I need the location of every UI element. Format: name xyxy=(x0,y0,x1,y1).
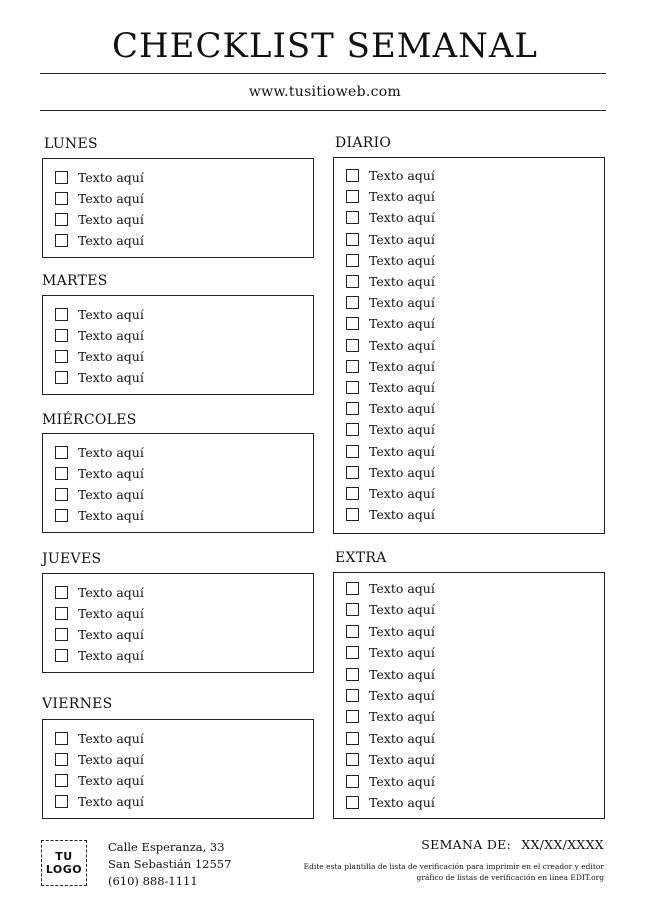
checklist-item[interactable] xyxy=(334,419,435,440)
checkbox[interactable] xyxy=(346,169,359,182)
checklist-item[interactable] xyxy=(334,441,435,462)
checkbox[interactable] xyxy=(346,360,359,373)
logo-placeholder xyxy=(41,840,87,886)
checkbox[interactable] xyxy=(55,732,68,745)
checkbox[interactable] xyxy=(55,649,68,662)
checklist-item-text: Texto aquí xyxy=(78,307,144,322)
checkbox[interactable] xyxy=(346,466,359,479)
checklist-item[interactable] xyxy=(334,728,435,749)
checklist-item[interactable] xyxy=(334,356,435,377)
checkbox[interactable] xyxy=(346,775,359,788)
checkbox[interactable] xyxy=(55,329,68,342)
checklist-item-text: Texto aquí xyxy=(369,380,435,395)
checklist-box-viernes xyxy=(42,719,314,819)
checklist-box-martes xyxy=(42,295,314,395)
checkbox[interactable] xyxy=(55,753,68,766)
checklist-item[interactable] xyxy=(43,209,144,230)
checkbox[interactable] xyxy=(55,371,68,384)
checklist-item-text: Texto aquí xyxy=(369,752,435,768)
checklist-item[interactable] xyxy=(43,304,144,325)
checklist-item[interactable] xyxy=(334,462,435,483)
section-label-diario: DIARIO xyxy=(335,135,392,151)
logo-line2: LOGO xyxy=(45,863,83,876)
checklist-item-text: Texto aquí xyxy=(78,233,144,248)
checklist-item[interactable] xyxy=(334,578,435,599)
checklist-item-text: Texto aquí xyxy=(78,170,144,185)
checkbox[interactable] xyxy=(55,234,68,247)
footer-note xyxy=(274,861,604,883)
checklist-item-text: Texto aquí xyxy=(78,445,144,460)
checklist-item-text: Texto aquí xyxy=(369,337,435,353)
checklist-item-text: Texto aquí xyxy=(78,773,144,788)
checkbox[interactable] xyxy=(346,254,359,267)
checklist-item-text: Texto aquí xyxy=(78,370,144,385)
checklist-item-text: Texto aquí xyxy=(78,752,144,767)
section-label-extra: EXTRA xyxy=(335,550,387,566)
page-title: CHECKLIST SEMANAL xyxy=(111,26,539,66)
checklist-item[interactable] xyxy=(334,706,435,727)
checklist-item[interactable] xyxy=(43,791,144,812)
checklist-item[interactable] xyxy=(334,685,435,706)
checklist-item[interactable] xyxy=(334,483,435,504)
checklist-item-text: Texto aquí xyxy=(369,252,435,268)
address-line2: San Sebastián 12557 xyxy=(108,857,232,871)
checklist-item[interactable] xyxy=(334,792,435,813)
checklist-item-text: Texto aquí xyxy=(78,627,144,642)
checklist-item-text: Texto aquí xyxy=(369,795,435,810)
checklist-item[interactable] xyxy=(334,664,435,685)
checklist-item[interactable] xyxy=(334,749,435,770)
section-label-viernes: VIERNES xyxy=(42,696,113,712)
checklist-item[interactable] xyxy=(334,165,435,186)
checklist-item[interactable] xyxy=(43,484,144,505)
checklist-item[interactable] xyxy=(334,292,435,313)
checklist-item-text: Texto aquí xyxy=(369,464,435,480)
checklist-item-text: Texto aquí xyxy=(369,623,435,639)
checklist-item[interactable] xyxy=(334,335,435,356)
checklist-item[interactable] xyxy=(334,229,435,250)
checkbox[interactable] xyxy=(55,586,68,599)
checklist-item-text: Texto aquí xyxy=(369,645,435,661)
checkbox[interactable] xyxy=(346,423,359,436)
checkbox[interactable] xyxy=(55,308,68,321)
checklist-item-text: Texto aquí xyxy=(78,585,144,600)
checklist-item[interactable] xyxy=(43,230,144,251)
checklist-item[interactable] xyxy=(334,271,435,292)
checklist-item[interactable] xyxy=(334,621,435,642)
checklist-box-extra xyxy=(333,572,605,819)
checkbox[interactable] xyxy=(55,607,68,620)
checklist-item[interactable] xyxy=(43,603,144,624)
checkbox[interactable] xyxy=(346,233,359,246)
checklist-box-diario xyxy=(333,157,605,534)
checklist-item-text: Texto aquí xyxy=(369,443,435,459)
checklist-item-text: Texto aquí xyxy=(369,295,435,311)
checklist-item-text: Texto aquí xyxy=(369,422,435,438)
website-text: www.tusitioweb.com xyxy=(248,84,402,100)
checklist-item-text: Texto aquí xyxy=(369,688,435,703)
checkbox[interactable] xyxy=(55,467,68,480)
checklist-item[interactable] xyxy=(334,186,435,207)
checkbox[interactable] xyxy=(346,445,359,458)
checklist-item[interactable] xyxy=(334,642,435,663)
checklist-item-text: Texto aquí xyxy=(78,731,144,746)
checklist-item[interactable] xyxy=(43,167,144,188)
footer-note-line2: gráfico de listas de verificación en línea EDIT.org xyxy=(416,873,604,882)
checkbox[interactable] xyxy=(346,296,359,309)
checklist-item-text: Texto aquí xyxy=(369,486,435,501)
checkbox[interactable] xyxy=(55,171,68,184)
checkbox[interactable] xyxy=(346,487,359,500)
checkbox[interactable] xyxy=(346,508,359,521)
checkbox[interactable] xyxy=(346,646,359,659)
checklist-item[interactable] xyxy=(334,398,435,419)
checklist-item[interactable] xyxy=(43,645,144,666)
section-label-miercoles: MIÉRCOLES xyxy=(42,412,137,428)
checklist-item[interactable] xyxy=(334,313,435,334)
checkbox[interactable] xyxy=(346,582,359,595)
checklist-item[interactable] xyxy=(43,346,144,367)
phone-number: (610) 888-1111 xyxy=(108,874,198,888)
checkbox[interactable] xyxy=(55,774,68,787)
checkbox[interactable] xyxy=(346,211,359,224)
logo-line1: TU xyxy=(55,850,73,863)
checklist-item[interactable] xyxy=(43,728,144,749)
checklist-item[interactable] xyxy=(43,749,144,770)
checklist-item[interactable] xyxy=(334,377,435,398)
checklist-item-text: Texto aquí xyxy=(369,709,435,725)
checkbox[interactable] xyxy=(346,625,359,638)
checklist-item[interactable] xyxy=(334,771,435,792)
checkbox[interactable] xyxy=(346,689,359,702)
checkbox[interactable] xyxy=(346,603,359,616)
checklist-item[interactable] xyxy=(43,463,144,484)
checklist-item-text: Texto aquí xyxy=(78,466,144,481)
checklist-item[interactable] xyxy=(43,325,144,346)
checkbox[interactable] xyxy=(346,710,359,723)
checklist-item-text: Texto aquí xyxy=(369,581,435,596)
checkbox[interactable] xyxy=(346,317,359,330)
checklist-item-text: Texto aquí xyxy=(78,212,144,227)
checklist-item-text: Texto aquí xyxy=(369,401,435,417)
checklist-item[interactable] xyxy=(43,188,144,209)
footer-note-line1: Edite esta plantilla de lista de verificación para imprimir en el creador y editor xyxy=(303,862,604,871)
checklist-item-text: Texto aquí xyxy=(369,666,435,682)
checkbox[interactable] xyxy=(55,446,68,459)
checklist-item-text: Texto aquí xyxy=(78,508,144,523)
section-label-martes: MARTES xyxy=(42,273,108,289)
checklist-item-text: Texto aquí xyxy=(369,602,435,618)
checklist-item-text: Texto aquí xyxy=(369,730,435,746)
checkbox[interactable] xyxy=(55,795,68,808)
section-label-jueves: JUEVES xyxy=(42,551,102,567)
checkbox[interactable] xyxy=(346,190,359,203)
checkbox[interactable] xyxy=(55,628,68,641)
checkbox[interactable] xyxy=(346,753,359,766)
title-divider-top xyxy=(40,73,606,74)
checkbox[interactable] xyxy=(346,668,359,681)
checkbox[interactable] xyxy=(346,796,359,809)
checklist-item-text: Texto aquí xyxy=(369,358,435,374)
checklist-item-text: Texto aquí xyxy=(78,328,144,343)
checkbox[interactable] xyxy=(55,213,68,226)
checkbox[interactable] xyxy=(346,275,359,288)
checkbox[interactable] xyxy=(55,488,68,501)
checklist-box-miercoles xyxy=(42,433,314,533)
week-label: SEMANA DE: xyxy=(421,837,512,852)
checkbox[interactable] xyxy=(346,339,359,352)
section-label-lunes: LUNES xyxy=(44,136,98,152)
checklist-item[interactable] xyxy=(334,207,435,228)
checkbox[interactable] xyxy=(346,402,359,415)
checkbox[interactable] xyxy=(346,381,359,394)
checklist-box-jueves xyxy=(42,573,314,673)
checkbox[interactable] xyxy=(55,509,68,522)
checklist-item-text: Texto aquí xyxy=(369,773,435,789)
checklist-item[interactable] xyxy=(334,599,435,620)
checklist-item-text: Texto aquí xyxy=(78,487,144,502)
checklist-item-text: Texto aquí xyxy=(78,349,144,364)
checklist-item[interactable] xyxy=(43,442,144,463)
checkbox[interactable] xyxy=(55,192,68,205)
checklist-item-text: Texto aquí xyxy=(369,274,435,289)
checklist-item-text: Texto aquí xyxy=(369,189,435,205)
checklist-item[interactable] xyxy=(43,582,144,603)
checklist-item-text: Texto aquí xyxy=(369,168,435,183)
checklist-item[interactable] xyxy=(43,770,144,791)
checkbox[interactable] xyxy=(346,732,359,745)
checklist-item-text: Texto aquí xyxy=(369,210,435,226)
checklist-item[interactable] xyxy=(43,624,144,645)
checklist-item-text: Texto aquí xyxy=(369,316,435,332)
checklist-item-text: Texto aquí xyxy=(78,191,144,206)
week-field xyxy=(421,837,604,852)
checklist-item[interactable] xyxy=(334,504,435,525)
checklist-item-text: Texto aquí xyxy=(369,507,435,523)
checkbox[interactable] xyxy=(55,350,68,363)
checklist-item[interactable] xyxy=(334,250,435,271)
week-value: XX/XX/XXXX xyxy=(521,837,604,852)
title-divider-bottom xyxy=(40,110,606,111)
checklist-item[interactable] xyxy=(43,505,144,526)
address-line1: Calle Esperanza, 33 xyxy=(108,840,225,854)
checklist-item-text: Texto aquí xyxy=(78,606,144,621)
checklist-item-text: Texto aquí xyxy=(78,794,144,809)
checklist-box-lunes xyxy=(42,158,314,258)
checklist-item-text: Texto aquí xyxy=(78,648,144,663)
checklist-item[interactable] xyxy=(43,367,144,388)
checklist-item-text: Texto aquí xyxy=(369,231,435,247)
